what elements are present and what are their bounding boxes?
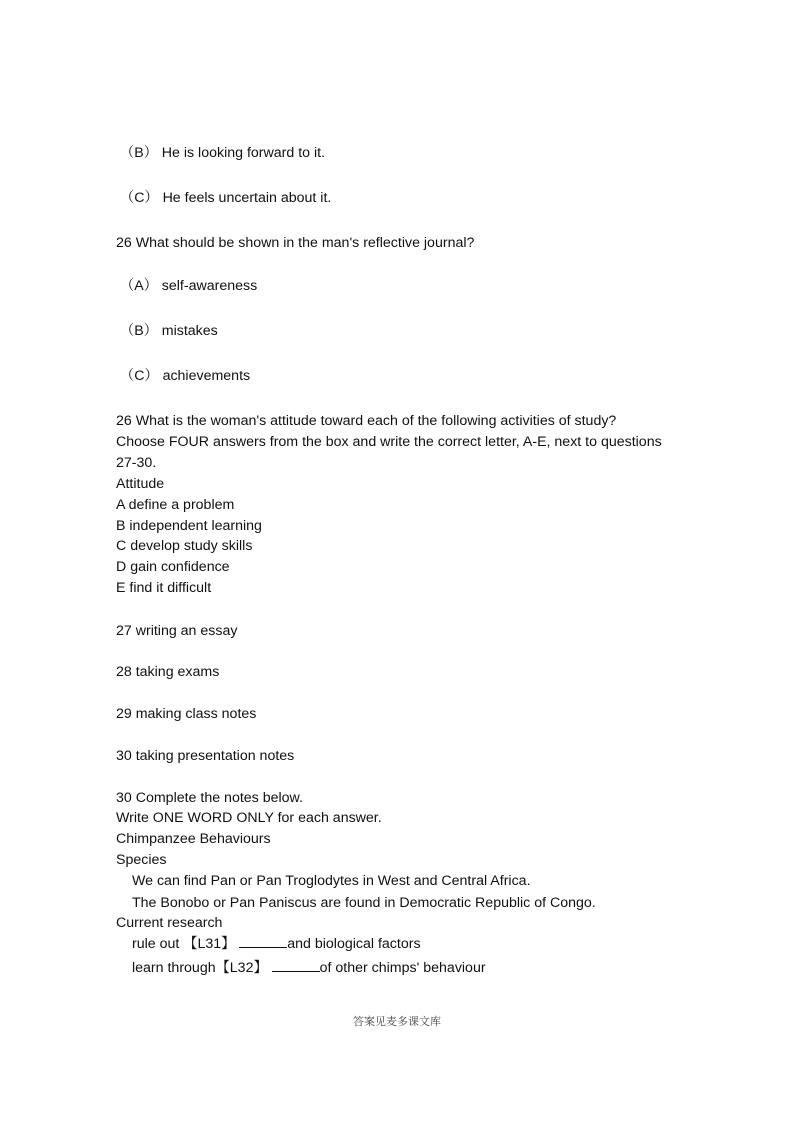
notes-intro: 30 Complete the notes below. — [116, 790, 303, 806]
box-option-e: E find it difficult — [116, 580, 212, 596]
research-line-1-suffix: and biological factors — [287, 936, 421, 952]
research-heading: Current research — [116, 915, 223, 931]
question-30: 30 taking presentation notes — [116, 748, 295, 764]
q26-question: 26 What should be shown in the man's reflective journal? — [116, 235, 475, 251]
matching-intro-1: 26 What is the woman's attitude toward each of the following activities of study? — [116, 413, 617, 429]
research-line-2-prefix: learn through【L32】 — [132, 960, 272, 976]
box-option-a: A define a problem — [116, 497, 235, 513]
question-27: 27 writing an essay — [116, 623, 238, 639]
box-option-d: D gain confidence — [116, 559, 230, 575]
answer-blank-31[interactable] — [239, 934, 287, 948]
box-option-c: C develop study skills — [116, 538, 253, 554]
answer-blank-32[interactable] — [272, 958, 320, 972]
q26-option-c: （C） achievements — [120, 368, 251, 384]
research-line-1 — [132, 934, 421, 954]
research-line-2 — [132, 958, 486, 978]
q26-option-b: （B） mistakes — [120, 323, 218, 339]
q25-option-c: （C） He feels uncertain about it. — [120, 190, 332, 206]
notes-title: Chimpanzee Behaviours — [116, 831, 271, 847]
research-line-2-suffix: of other chimps' behaviour — [319, 960, 486, 976]
question-29: 29 making class notes — [116, 706, 257, 722]
box-title: Attitude — [116, 476, 165, 492]
matching-intro-2: Choose FOUR answers from the box and write the correct letter, A-E, next to questions — [116, 434, 662, 450]
species-line-1: We can find Pan or Pan Troglodytes in West and Central Africa. — [132, 873, 531, 889]
question-28: 28 taking exams — [116, 664, 220, 680]
page-footer: 答案见麦多课文库 — [353, 1015, 441, 1028]
notes-instruction: Write ONE WORD ONLY for each answer. — [116, 810, 382, 826]
matching-intro-3: 27-30. — [116, 455, 157, 471]
q26-option-a: （A） self-awareness — [120, 278, 258, 294]
box-option-b: B independent learning — [116, 518, 262, 534]
species-line-2: The Bonobo or Pan Paniscus are found in Democratic Republic of Congo. — [132, 895, 596, 911]
research-line-1-prefix: rule out 【L31】 — [132, 936, 240, 952]
q25-option-b: （B） He is looking forward to it. — [120, 145, 326, 161]
species-heading: Species — [116, 852, 167, 868]
